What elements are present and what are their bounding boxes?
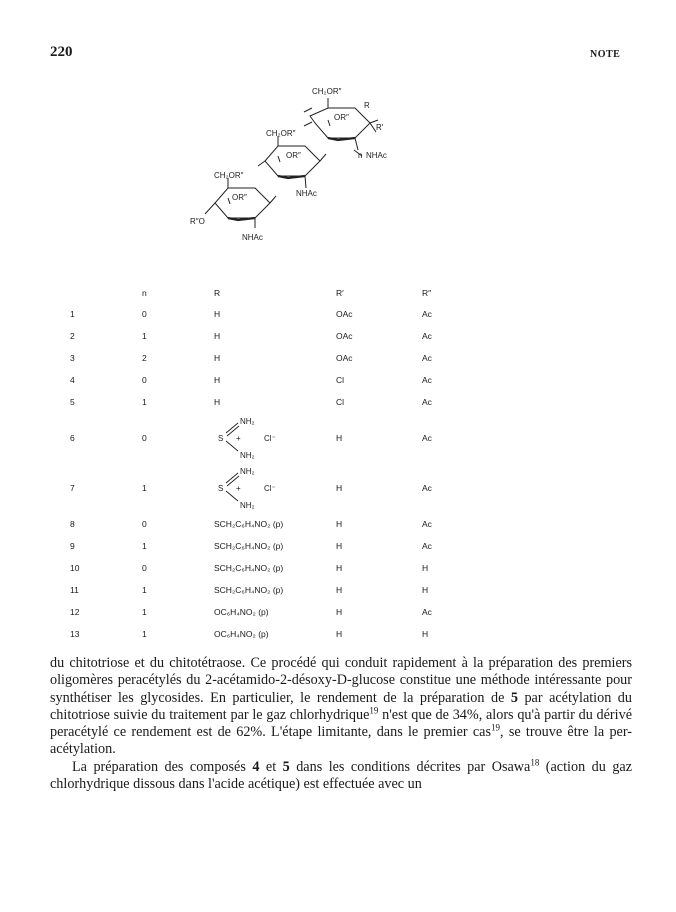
compound-ref-4: 4 — [252, 758, 260, 775]
cell-r-double-prime: Ac — [422, 309, 432, 319]
cell-n: 2 — [142, 353, 147, 363]
label-r: R — [364, 101, 370, 110]
cell-n: 1 — [142, 629, 147, 639]
cell-n: 0 — [142, 563, 147, 573]
compound-number: 2 — [70, 331, 75, 341]
compound-number: 4 — [70, 375, 75, 385]
thio-nh2-bottom: NH₂ — [240, 501, 255, 510]
table-row — [70, 347, 482, 369]
cell-n: 0 — [142, 375, 147, 385]
cell-r-prime: H — [336, 585, 343, 595]
cell-r: H — [214, 331, 221, 341]
cell-r-double-prime: Ac — [422, 433, 432, 443]
cell-n: 1 — [142, 607, 147, 617]
thiouronium-group — [214, 465, 324, 511]
cell-r: H — [214, 353, 221, 363]
cell-r-thiouronium — [214, 463, 336, 513]
cell-r-prime: OAc — [336, 309, 353, 319]
cell-r: SCH₂C₆H₄NO₂ (p) — [214, 541, 284, 551]
cell-n: 1 — [142, 397, 147, 407]
compound-number: 13 — [70, 629, 80, 639]
cell-r-double-prime: Ac — [422, 519, 432, 529]
thio-s: S — [218, 484, 224, 493]
cell-n: 1 — [142, 331, 147, 341]
label-nhac-left: NHAc — [242, 233, 263, 242]
header-r-prime: R′ — [336, 288, 344, 298]
paragraph-2: La préparation des composés 4 et 5 dans les conditions décrites par Osawa$^{18}$ (action du gaz chlorhydrique dissous dans l'acide acétique) est effectuée avec un — [50, 757, 633, 793]
thio-s: S — [218, 434, 224, 443]
compound-ref-5: 5 — [282, 758, 290, 775]
table-row — [70, 513, 482, 535]
table-row — [70, 303, 482, 325]
thio-plus: + — [236, 434, 241, 443]
paragraph-1: du chitotriose et du chitotétraose. Ce procédé qui conduit rapidement à la préparation des premiers oligomères peracétylés du 2-acétamido-2-désoxy-D-glucose constitue une méthode intéressante pour synthétiser les glycosides. En particulier, le rendement de la préparation de 5 par acétylation du chitotriose suivie du traitement par le gaz chlorhydrique$^{19}$ n'est que de 34%, alors qu'à partir du dérivé peracétylé ce rendement est de 62%. L'étape limitante, dans le premier cas$^{19}$, se trouve être la per-acétylation. — [50, 655, 632, 758]
table-row — [70, 623, 482, 645]
thio-nh2-bottom: NH₂ — [240, 451, 255, 460]
header-r: R — [214, 288, 221, 298]
table-row — [70, 325, 482, 347]
compound-number: 8 — [70, 519, 75, 529]
cell-r-double-prime: Ac — [422, 397, 432, 407]
compound-number: 7 — [70, 483, 75, 493]
header-n: n — [142, 288, 147, 298]
cell-r-prime: H — [336, 541, 343, 551]
header-r-double-prime: R″ — [422, 288, 432, 298]
compound-table — [70, 283, 482, 645]
label-or-top: OR″ — [334, 113, 349, 122]
table-row — [70, 601, 482, 623]
label-ro: R″O — [190, 217, 205, 226]
reference-19: 19 — [491, 722, 500, 733]
table-header-row — [70, 283, 482, 303]
cell-n: 1 — [142, 541, 147, 551]
cell-r-thiouronium — [214, 413, 336, 463]
cell-n: 1 — [142, 483, 147, 493]
label-ch2or-mid: CH₂OR″ — [266, 129, 296, 138]
compound-number: 6 — [70, 433, 75, 443]
cell-r: SCH₂C₆H₄NO₂ (p) — [214, 519, 284, 529]
label-ch2or-left: CH₂OR″ — [214, 171, 244, 180]
label-or-mid: OR″ — [286, 151, 301, 160]
cell-r-double-prime: H — [422, 563, 429, 573]
thio-cl: Cl⁻ — [264, 484, 276, 493]
table-row — [70, 557, 482, 579]
cell-r: H — [214, 375, 221, 385]
cell-r: SCH₂C₆H₄NO₂ (p) — [214, 585, 284, 595]
cell-r: H — [214, 397, 221, 407]
table-row — [70, 369, 482, 391]
cell-r-prime: Cl — [336, 375, 345, 385]
table-row — [70, 391, 482, 413]
cell-n: 0 — [142, 519, 147, 529]
cell-r: SCH₂C₆H₄NO₂ (p) — [214, 563, 284, 573]
thio-nh2-top: NH₂ — [240, 417, 255, 426]
label-r-prime: R′ — [376, 123, 384, 132]
label-nhac-mid: NHAc — [296, 189, 317, 198]
cell-n: 0 — [142, 433, 147, 443]
d-config: D — [336, 672, 347, 689]
cell-r-double-prime: Ac — [422, 483, 432, 493]
cell-r-prime: H — [336, 607, 343, 617]
label-or-left: OR″ — [232, 193, 247, 202]
thio-nh2-top: NH₂ — [240, 467, 255, 476]
label-nhac-top: NHAc — [366, 151, 387, 160]
table-row — [70, 535, 482, 557]
cell-r-prime: OAc — [336, 353, 353, 363]
compound-number: 12 — [70, 607, 80, 617]
reference-19: 19 — [369, 705, 379, 716]
cell-r-double-prime: Ac — [422, 541, 432, 551]
compound-number: 10 — [70, 563, 80, 573]
cell-r-prime: H — [336, 483, 343, 493]
cell-r-prime: OAc — [336, 331, 353, 341]
cell-r-double-prime: Ac — [422, 607, 432, 617]
cell-r-prime: H — [336, 629, 343, 639]
body-text — [50, 655, 632, 793]
running-header: NOTE — [590, 49, 621, 60]
cell-n: 1 — [142, 585, 147, 595]
compound-number: 1 — [70, 309, 75, 319]
compound-number: 9 — [70, 541, 75, 551]
table-row — [70, 463, 482, 513]
cell-r-double-prime: Ac — [422, 375, 432, 385]
cell-r-double-prime: H — [422, 629, 429, 639]
cell-n: 0 — [142, 309, 147, 319]
cell-r-double-prime: Ac — [422, 353, 432, 363]
cell-r-prime: H — [336, 563, 343, 573]
compound-number: 3 — [70, 353, 75, 363]
table-row — [70, 579, 482, 601]
label-n: n — [358, 151, 363, 160]
cell-r-prime: H — [336, 519, 343, 529]
table-row — [70, 413, 482, 463]
thio-plus: + — [236, 484, 241, 493]
compound-number: 5 — [70, 397, 75, 407]
cell-r-double-prime: Ac — [422, 331, 432, 341]
compound-ref-5: 5 — [510, 689, 518, 706]
cell-r: OC₆H₄NO₂ (p) — [214, 607, 269, 617]
cell-r-double-prime: H — [422, 585, 429, 595]
chitooligomer-structure — [180, 78, 420, 256]
label-ch2or-top: CH₂OR″ — [312, 87, 342, 96]
page-number: 220 — [50, 44, 73, 60]
thio-cl: Cl⁻ — [264, 434, 276, 443]
cell-r-prime: Cl — [336, 397, 345, 407]
cell-r: OC₆H₄NO₂ (p) — [214, 629, 269, 639]
cell-r: H — [214, 309, 221, 319]
thiouronium-group — [214, 415, 324, 461]
reference-18: 18 — [530, 757, 540, 768]
compound-number: 11 — [70, 585, 79, 595]
cell-r-prime: H — [336, 433, 343, 443]
